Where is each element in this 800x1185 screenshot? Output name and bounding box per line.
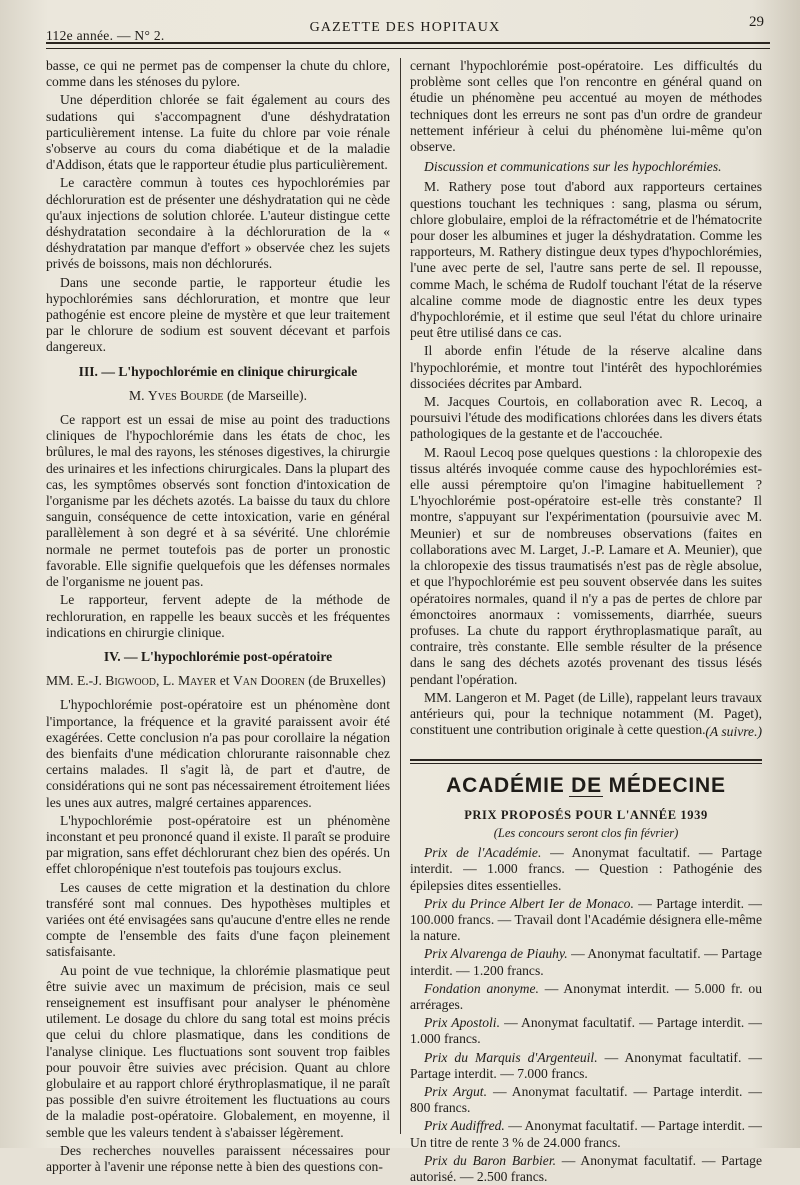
paragraph: Dans une seconde partie, le rapporteur étudie les hypochlorémies sans déchloruration, et montre que leur pathogénie est encore pleine de mystère et que leur traitement par le chlorure de sodium est souvent décevant et parfois dangereux. — [46, 274, 390, 355]
prize-list-heading: PRIX PROPOSÉS POUR L'ANNÉE 1939 — [464, 807, 708, 822]
discussion-heading: Discussion et communications sur les hypochlorémies. — [424, 159, 722, 175]
paragraph: Le rapporteur, fervent adepte de la méthode de rechloruration, en rappelle les beaux succès et les fréquentes indications en chirurgie clinique. — [46, 592, 390, 640]
paragraph: M. Rathery pose tout d'abord aux rapporteurs certaines questions touchant les techniques : sang, plasma ou sérum, chlore globulaire, emploi de la réfractométrie et de l'hématocrite pour doser les albumines et juger la déshydratation. Comme les rapporteurs, M. Rathery distingue deux types d'hypochlorémies, l'une avec perte de sel, l'autre sans perte de sel. Il repousse, comme Mach, le schéma de Rudolf touchant l'état de la réserve alcaline comme mode de diagnostic entre les deux types d'hypochlorémie, et il estime que seul l'état du chlore urinaire peut être utilisé dans ce cas. — [410, 179, 762, 341]
section-rule-thin — [410, 763, 762, 764]
academy-title: ACADÉMIE DE MÉDECINE — [446, 773, 726, 797]
issue-number: 112e année. — N° 2. — [46, 28, 165, 43]
author-name: Mayer — [177, 673, 217, 689]
section-heading: III. — L'hypochlorémie en clinique chirurgicale — [78, 363, 358, 379]
author-name: Yves Bourde — [147, 387, 224, 403]
section-rule — [410, 759, 762, 761]
paragraph: Les causes de cette migration et la destination du chlore transféré sont mal connues. Des hypothèses multiples et variées ont été envisagées sans qu'aucune d'entre elles ne rende compte de l'ensemble des faits d'une façon pleinement satisfaisante. — [46, 879, 390, 960]
prize-item: Prix Audiffred. — Anonymat facultatif. — Partage interdit. — Un titre de rente 3 % de 24.000 francs. — [410, 1118, 762, 1150]
paragraph: M. Raoul Lecoq pose quelques questions : la chloropexie des tissus altérés invoquée comme cause des hypochlorémies est-elle aussi péremptoire qu'on l'imagine habituellement ? L'hyochlorémie post-opératoire est-elle très constante? Il montre, s'appuyant sur l'expérimentation (poursuivie avec M. Meunier) et sur de nombreuses observations (faites en collaborations avec M. Larget, J.-P. Lamare et A. Meunier), que la chloropexie des tissus traumatisés n'est pas de règle absolue, et que l'hypochlorémie est peu souvent observée dans les suites opératoires normales, quand il n'y a pas de pertes de chlore par émonctoires anormaux : vomissements, diarrhée, sueurs profuses. La chute du rapport érythroplasmatique paraît, au contraire, très constante. Elle semble résulter de la présence dans le sang des déchets azotés provenant des tissus lésés pendant l'opération. — [410, 444, 762, 687]
prize-item: Prix Apostoli. — Anonymat facultatif. — Partage interdit. — 1.000 francs. — [410, 1015, 762, 1047]
author-name: Van Dooren — [232, 673, 305, 689]
author-name: Bigwood — [105, 673, 157, 689]
paragraph: Des recherches nouvelles paraissent nécessaires pour apporter à l'avenir une réponse nette à bien des questions con- — [46, 1142, 390, 1174]
section-author: M. Yves Bourde (de Marseille). — [129, 387, 307, 403]
column-divider — [400, 58, 401, 1134]
header-rule — [46, 42, 770, 44]
paragraph: Il aborde enfin l'étude de la réserve alcaline dans l'hypochlorémie, et montre tout l'intérêt des hypochlorémies dissociées décrites par Ambard. — [410, 343, 762, 391]
prize-item: Prix de l'Académie. — Anonymat facultatif. — Partage interdit. — 1.000 francs. — Question : Pathogénie des épilepsies dites essentielles. — [410, 845, 762, 893]
page-number: 29 — [749, 14, 764, 30]
prize-item: Prix du Marquis d'Argenteuil. — Anonymat facultatif. — Partage interdit. — 7.000 francs. — [410, 1049, 762, 1081]
to-be-continued: (A suivre.) — [705, 724, 762, 740]
prize-list — [410, 845, 762, 1185]
prize-item: Prix Argut. — Anonymat facultatif. — Partage interdit. — 800 francs. — [410, 1083, 762, 1116]
paragraph: M. Jacques Courtois, en collaboration avec R. Lecoq, a poursuivi l'étude des modifications chlorées dans les divers états pathologiques de la gestante et de l'accouchée. — [410, 394, 762, 442]
section-heading: IV. — L'hypochlorémie post-opératoire — [103, 648, 333, 664]
section-authors: MM. E.-J. Bigwood, L. Mayer et Van Dooren (de Bruxelles) — [46, 673, 386, 689]
paragraph: L'hypochlorémie post-opératoire est un phénomène inconstant et peu prononcé quand il existe. Il paraît se produire par migration, sans effet déchlorurant chez bien des opérés. Un effet chloropénique n'est toutefois pas toujours exclus. — [46, 812, 390, 877]
paragraph: L'hypochlorémie post-opératoire est un phénomène dont l'importance, la fréquence et la gravité paraissent avoir été exagérées. Cette conclusion n'a pas pour corollaire la négation des bienfaits d'une médication chlorurante raisonnable chez certains malades. Il s'agit là, de part et d'autre, de considérations qui ne sont pas nécessairement étroitement liées les unes aux autres, malgré certaines apparences. — [46, 697, 390, 810]
header-rule-thin — [46, 48, 770, 49]
paragraph: Au point de vue technique, la chlorémie plasmatique peut être suivie avec un maximum de précision, mais ce seul renseignement est insuffisant pour analyser le phénomène utilement. Le dosage du chlore du sang total est moins précis que celui du chlore plasmatique, dans les conditions de l'analyse clinique. Les fluctuations sont souvent trop faibles pour pouvoir être suivies avec précision. Quant au chlore globulaire et au rapport chloré érythroplasmatique, il ne paraît pas possible d'en suivre étroitement les fluctuations au cours de la maladie post-opératoire. Globalement, en moyenne, il semble que les valeurs tendent à s'abaisser légèrement. — [46, 962, 390, 1140]
left-column — [46, 58, 390, 1174]
paragraph: Une déperdition chlorée se fait également au cours des sudations qui s'accompagnent d'une déshydratation particulièrement intense. La fuite du chlore par voie rénale s'observe au cours du coma diabétique et de la maladie d'Addison, états que le rapporteur étudie plus particulièrement. — [46, 92, 390, 173]
prize-list-subheading: (Les concours seront clos fin février) — [493, 825, 679, 840]
prize-item: Fondation anonyme. — Anonymat interdit. — 5.000 fr. ou arrérages. — [410, 980, 763, 1012]
paragraph: MM. Langeron et M. Paget (de Lille), rappelant leurs travaux antérieurs qui, pour la technique notamment (M. Paget), constituent une contribution originale à cette question. — [410, 689, 762, 738]
prize-item: Prix Alvarenga de Piauhy. — Anonymat facultatif. — Partage interdit. — 1.200 francs. — [410, 946, 762, 978]
prize-item: Prix du Baron Barbier. — Anonymat facultatif. — Partage autorisé. — 2.500 francs. — [410, 1152, 762, 1184]
prize-item: Prix du Prince Albert Ier de Monaco. — Partage interdit. — 100.000 francs. — Travail dont l'Académie désignera elle-même la nature. — [410, 895, 763, 944]
page-header — [46, 10, 764, 42]
right-column — [410, 58, 763, 1184]
journal-title: GAZETTE DES HOPITAUX — [309, 20, 501, 35]
paragraph: Ce rapport est un essai de mise au point des traductions cliniques de l'hypochlorémie dans les états de choc, les brûlures, le mal des rayons, les sténoses digestives, la chirurgie des urinaires et les infections chirurgicales. Dans la plupart des cas, les symptômes observés sont fonction d'intoxication de l'organisme par les déchets azotés. La baisse du taux du chlore sanguin, conséquence de cette intoxication, varie en général parallèlement à son degré et à sa sévérité. Une chlorémie normale ne permet toutefois pas de porter un pronostic favorable. Elle signifie quelquefois que les défenses normales de l'organisme ne jouent pas. — [46, 412, 390, 590]
paragraph: Le caractère commun à toutes ces hypochlorémies par déchloruration est de présenter une déshydratation qui ne cède qu'aux injections de solution chlorée. L'auteur distingue cette déshydratation secondaire à la déchloruration de la « déshydratation par manque d'effort » observée chez les sujets privés de boissons, mais non déchlorurés. — [46, 175, 390, 272]
paragraph: basse, ce qui ne permet pas de compenser la chute du chlore, comme dans les sténoses du pylore. — [46, 58, 390, 90]
paragraph: cernant l'hypochlorémie post-opératoire. Les difficultés du problème sont celles que l'on rencontre en général quand on étudie un phénomène peu accentué au moyen de méthodes techniques dont les erreurs ne sont pas d'un ordre de grandeur nettement inférieur à celui du phénomène lui-même qu'on observe. — [410, 58, 762, 155]
